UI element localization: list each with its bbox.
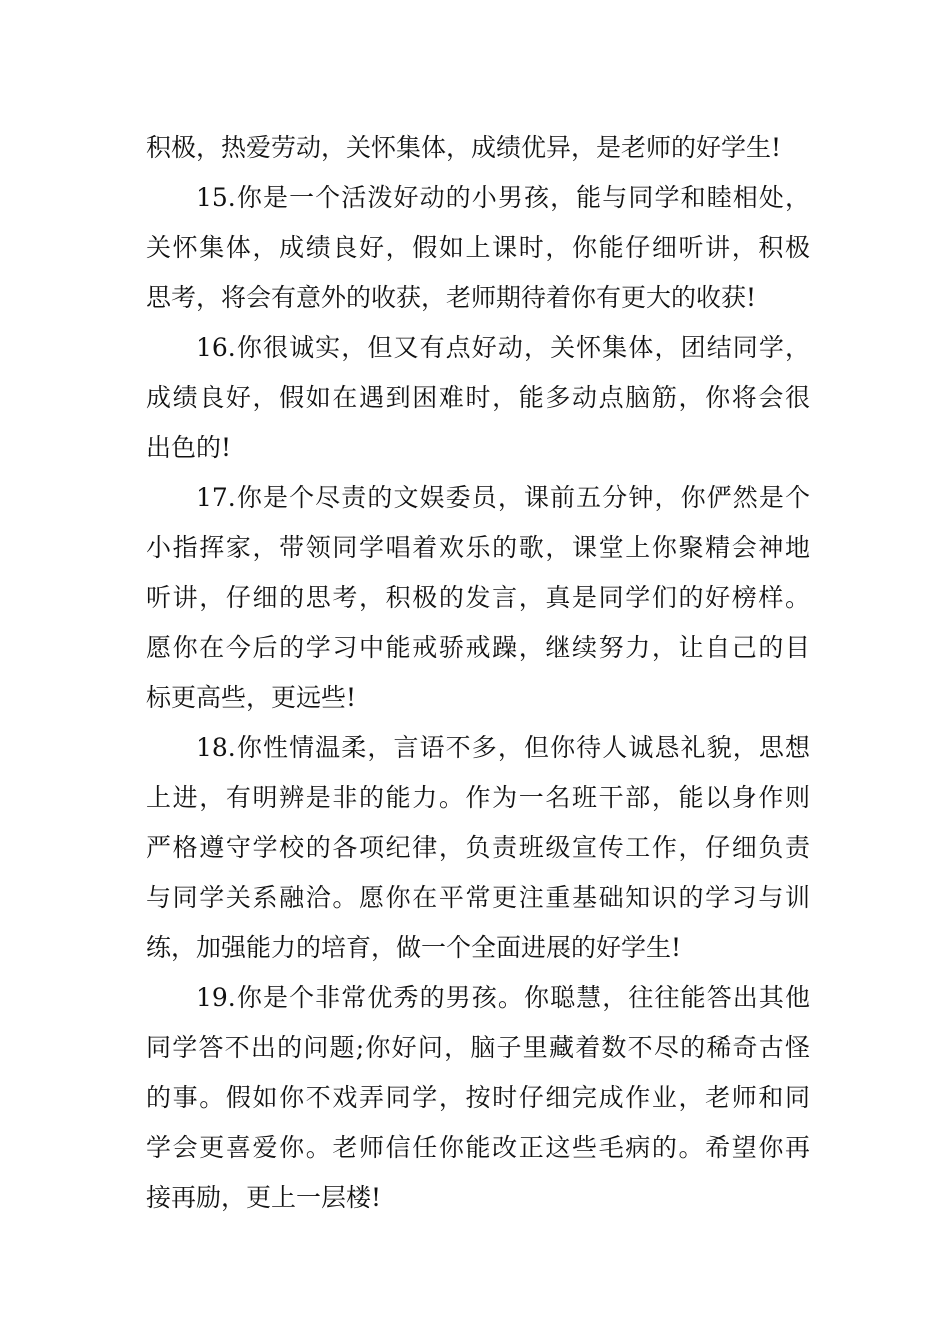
paragraph-19-start: 19.你是个非常优秀的男孩。你聪慧，往往能答出其他 <box>196 983 810 1012</box>
text-line: 小指挥家，带领同学唱着欢乐的歌，课堂上你聚精会神地 <box>146 533 810 562</box>
text-line: 听讲，仔细的思考，积极的发言，真是同学们的好榜样。 <box>146 583 810 612</box>
text-line: 严格遵守学校的各项纪律，负责班级宣传工作，仔细负责 <box>146 833 810 862</box>
paragraph-17-start: 17.你是个尽责的文娱委员，课前五分钟，你俨然是个 <box>196 483 810 512</box>
paragraph-18-start: 18.你性情温柔，言语不多，但你待人诚恳礼貌，思想 <box>196 733 810 762</box>
text-line: 关怀集体，成绩良好，假如上课时，你能仔细听讲，积极 <box>146 233 810 262</box>
text-line: 练，加强能力的培育，做一个全面进展的好学生! <box>146 933 682 962</box>
text-line: 愿你在今后的学习中能戒骄戒躁，继续努力，让自己的目 <box>146 633 810 662</box>
text-line: 学会更喜爱你。老师信任你能改正这些毛病的。希望你再 <box>146 1133 810 1162</box>
text-line: 接再励，更上一层楼! <box>146 1183 382 1212</box>
text-line: 积极，热爱劳动，关怀集体，成绩优异，是老师的好学生! <box>146 133 782 162</box>
text-line: 与同学关系融洽。愿你在平常更注重基础知识的学习与训 <box>146 883 810 912</box>
text-line: 出色的! <box>146 433 232 462</box>
text-line: 的事。假如你不戏弄同学，按时仔细完成作业，老师和同 <box>146 1083 810 1112</box>
paragraph-16-start: 16.你很诚实，但又有点好动，关怀集体，团结同学， <box>196 333 810 362</box>
text-line: 同学答不出的问题;你好问，脑子里藏着数不尽的稀奇古怪 <box>146 1033 810 1062</box>
text-line: 思考，将会有意外的收获，老师期待着你有更大的收获! <box>146 283 757 312</box>
paragraph-15-start: 15.你是一个活泼好动的小男孩，能与同学和睦相处， <box>196 183 810 212</box>
text-line: 成绩良好，假如在遇到困难时，能多动点脑筋，你将会很 <box>146 383 810 412</box>
text-line: 标更高些，更远些! <box>146 683 357 712</box>
text-line: 上进，有明辨是非的能力。作为一名班干部，能以身作则 <box>146 783 810 812</box>
